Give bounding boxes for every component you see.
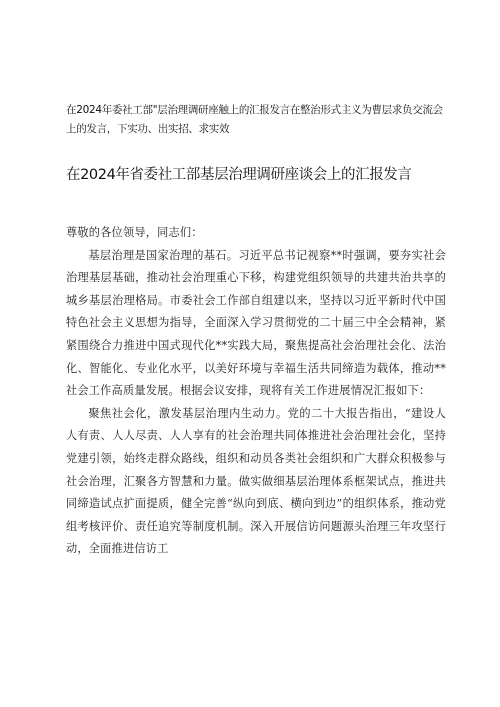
document-title: 在2024年省委社工部基层治理调研座谈会上的汇报发言: [66, 167, 412, 183]
document-body: [66, 222, 446, 561]
paragraph-1: 基层治理是国家治理的基石。习近平总书记视察**时强调，要夯实社会治理基层基础，推动社会治理重心下移，构建党组织领导的共建共治共享的城乡基层治理格局。市委社会工作部自组建以来，坚持以习近平新时代中国特色社会主义思想为指导，全面深入学习贯彻党的二十届三中全会精神，紧紧围绕合力推进中国式现代化**实践大局，聚焦提高社会治理社会化、法治化、智能化、专业化水平，以美好环境与幸福生活共同缔造为载体，推动**社会工作高质量发展。根据会议安排，现将有关工作进展情况汇报如下：: [66, 248, 446, 398]
document-header: 在2024年委社工部"层治理调研座触上的汇报发言在整治形式主义为曹层求负交流会上的发言，下实功、出实招、求实效: [66, 104, 443, 135]
salutation: 尊敬的各位领导，同志们：: [66, 226, 203, 239]
paragraph-2: 聚焦社会化，激发基层治理内生动力。党的二十大报告指出，“建设人人有责、人人尽责、人人享有的社会治理共同体推进社会治理社会化，坚持党建引领，始终走群众路线，组织和动员各类社会组织和广大群众积极参与社会治理，汇聚各方智慧和力量。做实做细基层治理体系框架试点，推进共同缔造试点扩面提质，健全完善“纵向到底、横向到边”的组织体系，推动党组考核评价、责任追究等制度机制。深入开展信访问题源头治理三年攻坚行动，全面推进信访工: [66, 406, 446, 556]
